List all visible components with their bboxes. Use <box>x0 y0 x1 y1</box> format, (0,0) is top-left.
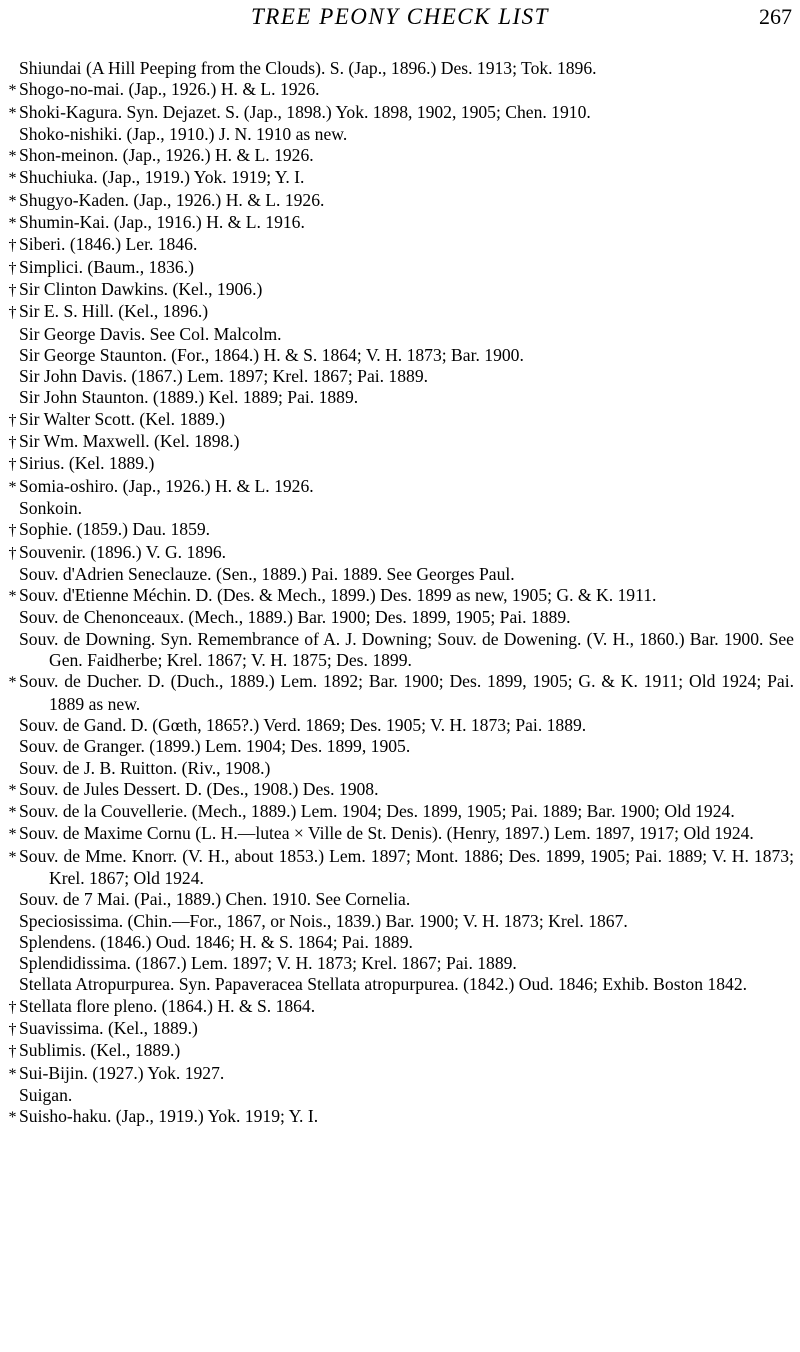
entry-text: Shuchiuka. (Jap., 1919.) Yok. 1919; Y. I. <box>19 167 305 188</box>
list-item <box>6 212 794 234</box>
checklist-entries <box>6 58 794 1129</box>
list-item <box>6 585 794 607</box>
entry-text: Splendens. (1846.) Oud. 1846; H. & S. 1864; Pai. 1889. <box>19 931 413 952</box>
entry-marker: † <box>8 434 17 452</box>
list-item <box>6 257 794 279</box>
list-item <box>6 324 794 345</box>
list-item <box>6 366 794 387</box>
list-item <box>6 889 794 910</box>
list-item <box>6 301 794 323</box>
entry-text: Shugyo-Kaden. (Jap., 1926.) H. & L. 1926. <box>19 189 325 210</box>
entry-marker: † <box>8 1043 17 1061</box>
entry-text: Shogo-no-mai. (Jap., 1926.) H. & L. 1926. <box>19 79 320 100</box>
entry-text: Souv. de Downing. Syn. Remembrance of A. J. Downing; Souv. de Dowening. (V. H., 1860.) Bar. 1900. See Gen. Faidherbe; Krel. 1867; V. H. 1875; Des. 1899. <box>19 628 794 671</box>
list-item <box>6 1106 794 1128</box>
list-item <box>6 476 794 498</box>
entry-text: Souv. de Jules Dessert. D. (Des., 1908.) Des. 1908. <box>19 778 379 799</box>
running-title: TREE PEONY CHECK LIST <box>251 4 549 29</box>
list-item <box>6 996 794 1018</box>
list-item <box>6 911 794 932</box>
list-item <box>6 758 794 779</box>
entry-text: Sonkoin. <box>19 497 83 518</box>
entry-marker: * <box>8 215 17 233</box>
list-item <box>6 409 794 431</box>
entry-text: Suavissima. (Kel., 1889.) <box>19 1018 198 1039</box>
entry-marker: * <box>8 1109 17 1127</box>
entry-marker: * <box>8 826 17 844</box>
list-item <box>6 234 794 256</box>
list-item <box>6 345 794 366</box>
entry-text: Shon-meinon. (Jap., 1926.) H. & L. 1926. <box>19 145 314 166</box>
entry-text: Shiundai (A Hill Peeping from the Clouds). S. (Jap., 1896.) Des. 1913; Tok. 1896. <box>19 58 597 78</box>
entry-text: Somia-oshiro. (Jap., 1926.) H. & L. 1926. <box>19 475 314 496</box>
list-item <box>6 629 794 672</box>
list-item <box>6 801 794 823</box>
entry-text: Sir George Staunton. (For., 1864.) H. & S. 1864; V. H. 1873; Bar. 1900. <box>19 344 524 365</box>
entry-text: Sophie. (1859.) Dau. 1859. <box>19 519 211 540</box>
entry-marker: * <box>8 781 17 799</box>
list-item <box>6 79 794 101</box>
entry-text: Sir Wm. Maxwell. (Kel. 1898.) <box>19 431 240 452</box>
list-item <box>6 823 794 845</box>
entry-text: Sir George Davis. See Col. Malcolm. <box>19 323 282 344</box>
entry-text: Sirius. (Kel. 1889.) <box>19 453 155 474</box>
entry-text: Speciosissima. (Chin.—For., 1867, or Nois., 1839.) Bar. 1900; V. H. 1873; Krel. 1867. <box>19 910 628 931</box>
list-item <box>6 779 794 801</box>
list-item <box>6 58 794 79</box>
entry-text: Souv. de Gand. D. (Gœth, 1865?.) Verd. 1869; Des. 1905; V. H. 1873; Pai. 1889. <box>19 714 587 735</box>
list-item <box>6 671 794 715</box>
entry-text: Souv. de 7 Mai. (Pai., 1889.) Chen. 1910. See Cornelia. <box>19 889 411 910</box>
list-item <box>6 145 794 167</box>
list-item <box>6 846 794 890</box>
list-item <box>6 974 794 995</box>
list-item <box>6 102 794 124</box>
list-item <box>6 1040 794 1062</box>
entry-text: Suisho-haku. (Jap., 1919.) Yok. 1919; Y. I. <box>19 1106 319 1127</box>
list-item <box>6 715 794 736</box>
entry-marker: * <box>8 148 17 166</box>
entry-marker: † <box>8 1021 17 1039</box>
entry-text: Sir Walter Scott. (Kel. 1889.) <box>19 408 225 429</box>
list-item <box>6 453 794 475</box>
entry-text: Simplici. (Baum., 1836.) <box>19 256 194 277</box>
entry-text: Sublimis. (Kel., 1889.) <box>19 1040 181 1061</box>
entry-marker: † <box>8 998 17 1016</box>
list-item <box>6 431 794 453</box>
page-header <box>0 0 800 40</box>
entry-marker: † <box>8 411 17 429</box>
entry-text: Sir John Staunton. (1889.) Kel. 1889; Pai. 1889. <box>19 387 359 408</box>
entry-marker: * <box>8 1065 17 1083</box>
entry-marker: † <box>8 259 17 277</box>
entry-marker: * <box>8 170 17 188</box>
entry-marker: † <box>8 522 17 540</box>
entry-text: Shumin-Kai. (Jap., 1916.) H. & L. 1916. <box>19 212 305 233</box>
list-item <box>6 564 794 585</box>
entry-marker: * <box>8 104 17 122</box>
entry-text: Suigan. <box>19 1084 73 1105</box>
entry-text: Shoko-nishiki. (Jap., 1910.) J. N. 1910 as new. <box>19 123 348 144</box>
list-item <box>6 607 794 628</box>
entry-text: Sui-Bijin. (1927.) Yok. 1927. <box>19 1062 225 1083</box>
entry-marker: * <box>8 848 17 866</box>
page-number: 267 <box>759 4 792 29</box>
entry-text: Souv. d'Adrien Seneclauze. (Sen., 1889.) Pai. 1889. See Georges Paul. <box>19 563 515 584</box>
list-item <box>6 279 794 301</box>
entry-marker: * <box>8 804 17 822</box>
entry-text: Sir John Davis. (1867.) Lem. 1897; Krel. 1867; Pai. 1889. <box>19 366 429 387</box>
entry-text: Souv. de la Couvellerie. (Mech., 1889.) Lem. 1904; Des. 1899, 1905; Pai. 1889; Bar. 1900; Old 1924. <box>19 801 735 822</box>
entry-text: Souv. de Mme. Knorr. (V. H., about 1853.) Lem. 1897; Mont. 1886; Des. 1899, 1905; Pai. 1889; V. H. 1873; Krel. 1867; Old 1924. <box>19 845 794 888</box>
entry-text: Souv. de Maxime Cornu (L. H.—lutea × Ville de St. Denis). (Henry, 1897.) Lem. 1897, 1917; Old 1924. <box>19 823 754 844</box>
entry-marker: † <box>8 281 17 299</box>
list-item <box>6 932 794 953</box>
list-item <box>6 124 794 145</box>
entry-text: Splendidissima. (1867.) Lem. 1897; V. H. 1873; Krel. 1867; Pai. 1889. <box>19 953 517 974</box>
entry-marker: † <box>8 304 17 322</box>
entry-marker: * <box>8 674 17 692</box>
list-item <box>6 1085 794 1106</box>
entry-text: Stellata Atropurpurea. Syn. Papaveracea Stellata atropurpurea. (1842.) Oud. 1846; Exhib. Boston 1842. <box>19 974 748 995</box>
entry-text: Souv. de Chenonceaux. (Mech., 1889.) Bar. 1900; Des. 1899, 1905; Pai. 1889. <box>19 607 571 628</box>
list-item <box>6 542 794 564</box>
entry-marker: * <box>8 82 17 100</box>
list-item <box>6 736 794 757</box>
list-item <box>6 1018 794 1040</box>
entry-text: Sir Clinton Dawkins. (Kel., 1906.) <box>19 278 263 299</box>
entry-marker: † <box>8 456 17 474</box>
list-item <box>6 498 794 519</box>
entry-text: Shoki-Kagura. Syn. Dejazet. S. (Jap., 1898.) Yok. 1898, 1902, 1905; Chen. 1910. <box>19 101 591 122</box>
list-item <box>6 953 794 974</box>
entry-marker: * <box>8 192 17 210</box>
entry-text: Souv. de Granger. (1899.) Lem. 1904; Des. 1899, 1905. <box>19 736 411 757</box>
entry-marker: † <box>8 544 17 562</box>
list-item <box>6 387 794 408</box>
entry-marker: * <box>8 588 17 606</box>
entry-marker: † <box>8 237 17 255</box>
entry-text: Souv. d'Etienne Méchin. D. (Des. & Mech., 1899.) Des. 1899 as new, 1905; G. & K. 1911. <box>19 585 657 606</box>
entry-text: Siberi. (1846.) Ler. 1846. <box>19 234 198 255</box>
list-item <box>6 190 794 212</box>
entry-text: Sir E. S. Hill. (Kel., 1896.) <box>19 301 209 322</box>
entry-marker: * <box>8 478 17 496</box>
list-item <box>6 1063 794 1085</box>
entry-text: Souv. de Ducher. D. (Duch., 1889.) Lem. 1892; Bar. 1900; Des. 1899, 1905; G. & K. 1911; Old 1924; Pai. 1889 as new. <box>19 671 794 714</box>
entry-text: Souv. de J. B. Ruitton. (Riv., 1908.) <box>19 757 271 778</box>
entry-text: Souvenir. (1896.) V. G. 1896. <box>19 541 227 562</box>
list-item <box>6 167 794 189</box>
list-item <box>6 519 794 541</box>
entry-text: Stellata flore pleno. (1864.) H. & S. 1864. <box>19 995 316 1016</box>
